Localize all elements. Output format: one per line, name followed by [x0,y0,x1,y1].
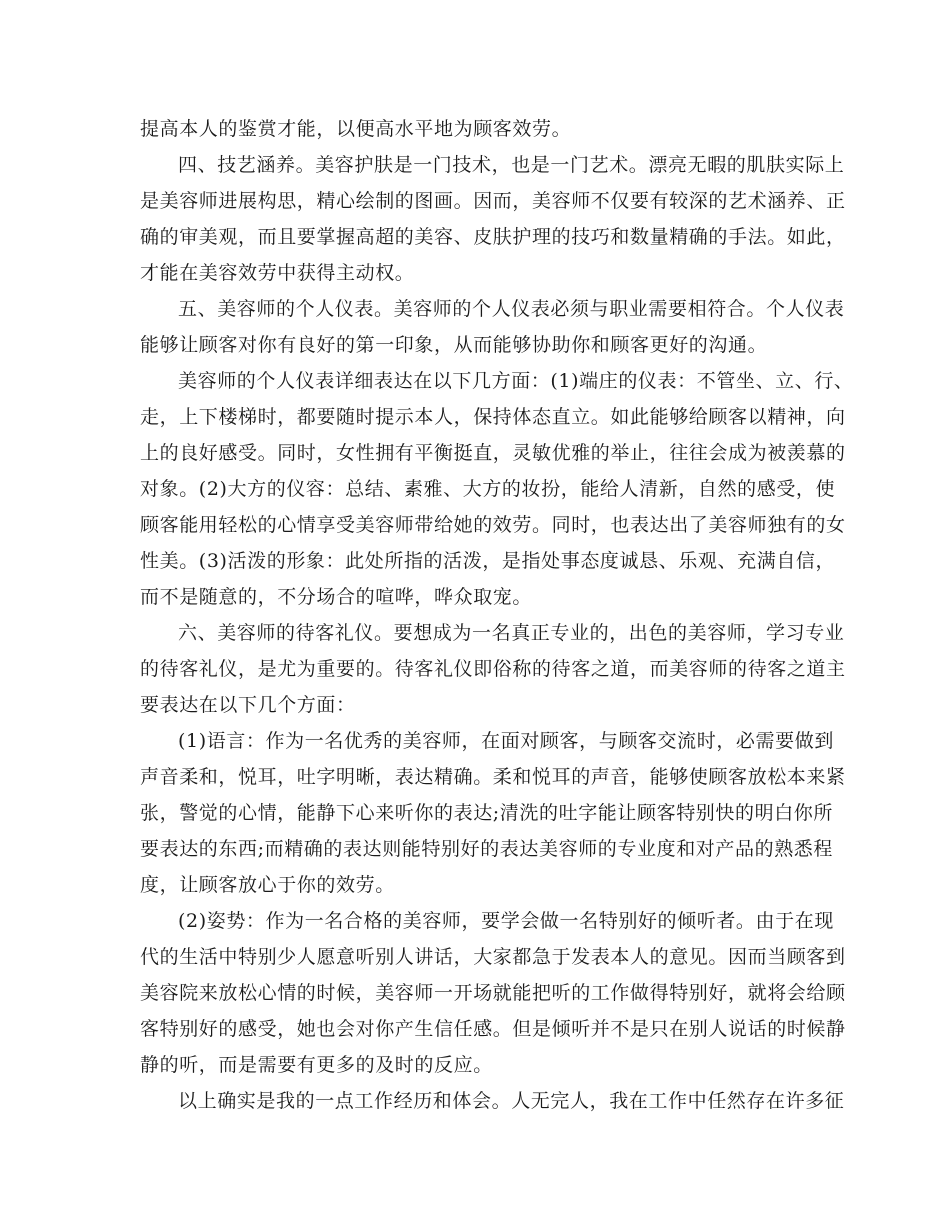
text-line: 客特别好的感受，她也会对你产生信任感。但是倾听并不是只在别人说话的时候静 [140,1018,846,1040]
text-line: 四、技艺涵养。美容护肤是一门技术，也是一门艺术。漂亮无暇的肌肤实际上 [178,154,845,176]
text-line: 确的审美观，而且要掌握高超的美容、皮肤护理的技巧和数量精确的手法。如此， [140,226,846,248]
text-line: 上的良好感受。同时，女性拥有平衡挺直，灵敏优雅的举止，往往会成为被羡慕的 [140,442,846,464]
text-line: 性美。(3)活泼的形象：此处所指的活泼，是指处事态度诚恳、乐观、充满自信， [140,550,836,572]
text-line: 能够让顾客对你有良好的第一印象，从而能够协助你和顾客更好的沟通。 [140,334,768,356]
text-line: 声音柔和，悦耳，吐字明晰，表达精确。柔和悦耳的声音，能够使顾客放松本来紧 [140,766,846,788]
text-line: 要表达的东西;而精确的表达则能特别好的表达美容师的专业度和对产品的熟悉程 [140,838,834,860]
text-line: 六、美容师的待客礼仪。要想成为一名真正专业的，出色的美容师，学习专业 [178,622,845,644]
text-line: 五、美容师的个人仪表。美容师的个人仪表必须与职业需要相符合。个人仪表 [178,298,845,320]
text-line: 以上确实是我的一点工作经历和体会。人无完人，我在工作中任然存在许多征 [178,1090,845,1112]
text-line: 代的生活中特别少人愿意听别人讲话，大家都急于发表本人的意见。因而当顾客到 [140,946,846,968]
text-line: 要表达在以下几个方面： [140,694,356,716]
text-line: 才能在美容效劳中获得主动权。 [140,262,415,284]
text-line: 的待客礼仪，是尤为重要的。待客礼仪即俗称的待客之道，而美容师的待客之道主 [140,658,846,680]
text-line: 而不是随意的，不分场合的喧哗，哗众取宠。 [140,586,533,608]
text-line: 提高本人的鉴赏才能，以便高水平地为顾客效劳。 [140,118,572,140]
text-line: 顾客能用轻松的心情享受美容师带给她的效劳。同时，也表达出了美容师独有的女 [140,514,846,536]
text-line: (2)姿势：作为一名合格的美容师，要学会做一名特别好的倾听者。由于在现 [178,910,834,932]
text-line: 美容师的个人仪表详细表达在以下几方面：(1)端庄的仪表：不管坐、立、行、 [178,370,854,392]
text-line: (1)语言：作为一名优秀的美容师，在面对顾客，与顾客交流时，必需要做到 [178,730,834,752]
text-line: 度，让顾客放心于你的效劳。 [140,874,395,896]
text-line: 是美容师进展构思，精心绘制的图画。因而，美容师不仅要有较深的艺术涵养、正 [140,190,846,212]
text-line: 静的听，而是需要有更多的及时的反应。 [140,1054,493,1076]
text-line: 张，警觉的心情，能静下心来听你的表达;清洗的吐字能让顾客特别快的明白你所 [140,802,834,824]
text-line: 对象。(2)大方的仪容：总结、素雅、大方的妆扮，能给人清新，自然的感受，使 [140,478,836,500]
text-line: 美容院来放松心情的时候，美容师一开场就能把听的工作做得特别好，就将会给顾 [140,982,846,1004]
text-line: 走，上下楼梯时，都要随时提示本人，保持体态直立。如此能够给顾客以精神，向 [140,406,846,428]
